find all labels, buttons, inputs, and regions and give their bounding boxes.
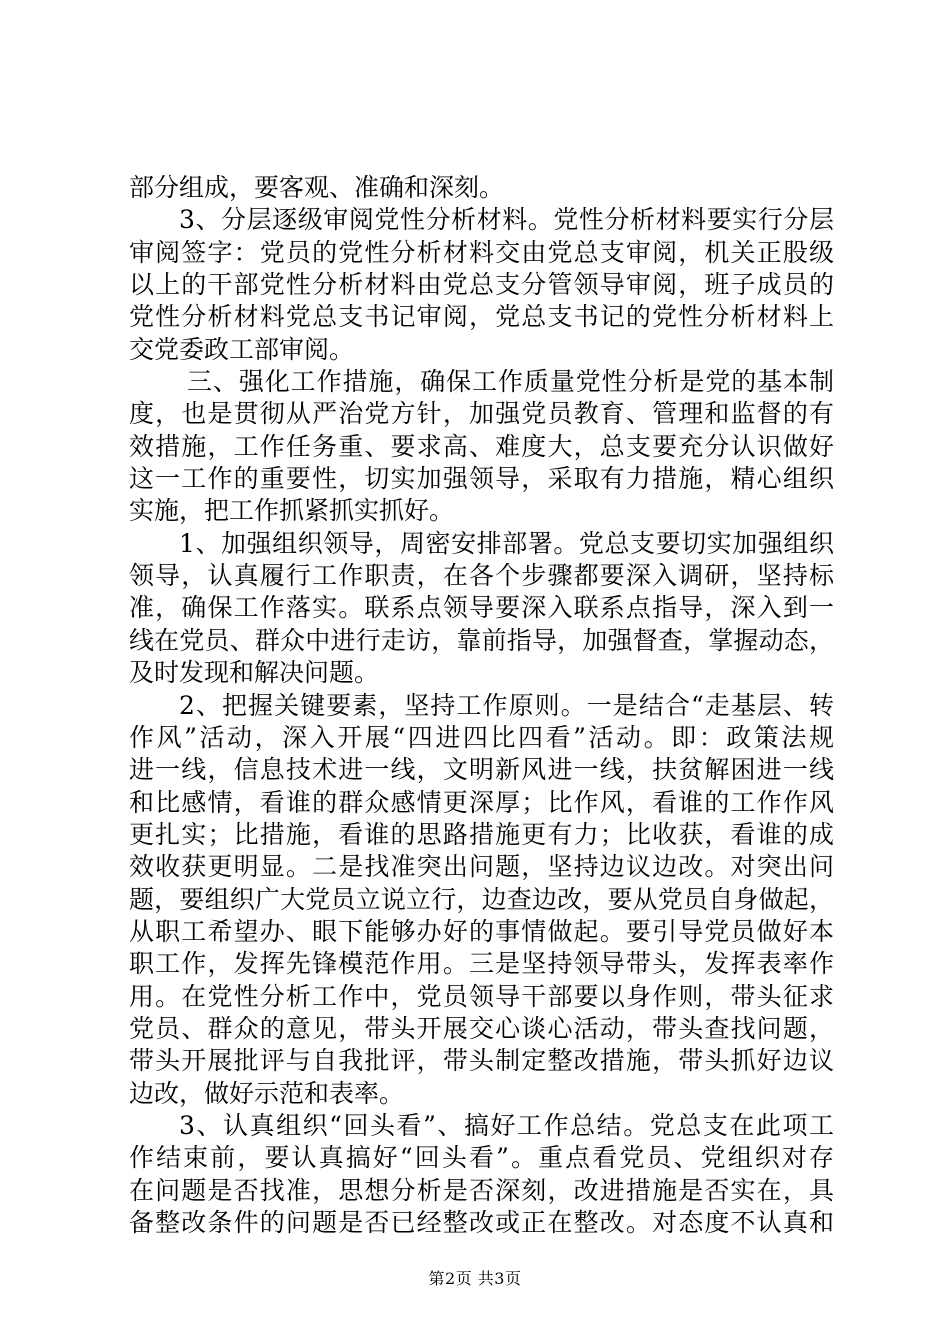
text-line: 度，也是贯彻从严治党方针，加强党员教育、管理和监督的有 [129, 399, 834, 429]
text-line: 实施，把工作抓紧抓实抓好。 [129, 496, 455, 526]
text-line: 从职工希望办、眼下能够办好的事情做起。要引导党员做好本 [129, 916, 834, 946]
text-line: 3、分层逐级审阅党性分析材料。党性分析材料要实行分层 [179, 205, 834, 235]
text-line: 在问题是否找准，思想分析是否深刻，改进措施是否实在，具 [129, 1175, 834, 1205]
text-line: 党员、群众的意见，带头开展交心谈心活动，带头查找问题， [129, 1013, 834, 1043]
section-heading-line: 三、强化工作措施，确保工作质量党性分析是党的基本制 [187, 367, 834, 397]
text-line: 1、加强组织领导，周密安排部署。党总支要切实加强组织 [179, 528, 834, 558]
text-line: 及时发现和解决问题。 [129, 658, 380, 688]
text-line: 更扎实；比措施，看谁的思路措施更有力；比收获，看谁的成 [129, 819, 834, 849]
text-line: 作风”活动，深入开展“四进四比四看”活动。即：政策法规 [129, 722, 834, 752]
text-line: 效措施，工作任务重、要求高、难度大，总支要充分认识做好 [129, 431, 834, 461]
text-line: 以上的干部党性分析材料由党总支分管领导审阅，班子成员的 [129, 270, 834, 300]
page-number-label: 第2页 共3页 [428, 1269, 522, 1288]
text-line: 线在党员、群众中进行走访，靠前指导，加强督查，掌握动态， [129, 625, 834, 655]
text-line: 部分组成，要客观、准确和深刻。 [129, 173, 505, 202]
text-line: 2、把握关键要素，坚持工作原则。一是结合“走基层、转 [179, 690, 834, 720]
text-line: 效收获更明显。二是找准突出问题，坚持边议边改。对突出问 [129, 852, 834, 882]
text-line: 题，要组织广大党员立说立行，边查边改，要从党员自身做起， [129, 884, 834, 914]
text-line: 审阅签字：党员的党性分析材料交由党总支审阅，机关正股级 [129, 237, 834, 267]
text-line: 这一工作的重要性，切实加强领导，采取有力措施，精心组织 [129, 464, 834, 494]
text-line: 备整改条件的问题是否已经整改或正在整改。对态度不认真和 [129, 1208, 834, 1237]
text-line: 和比感情，看谁的群众感情更深厚；比作风，看谁的工作作风 [129, 787, 834, 817]
text-line: 交党委政工部审阅。 [129, 334, 355, 364]
text-line: 准，确保工作落实。联系点领导要深入联系点指导，深入到一 [129, 593, 834, 623]
text-line: 领导，认真履行工作职责，在各个步骤都要深入调研，坚持标 [129, 561, 834, 591]
page-footer [0, 1268, 950, 1290]
text-line: 边改，做好示范和表率。 [129, 1078, 405, 1108]
text-line: 3、认真组织“回头看”、搞好工作总结。党总支在此项工 [179, 1110, 834, 1140]
text-line: 用。在党性分析工作中，党员领导干部要以身作则，带头征求 [129, 981, 834, 1011]
text-line: 带头开展批评与自我批评，带头制定整改措施，带头抓好边议 [129, 1046, 834, 1076]
text-line: 作结束前，要认真搞好“回头看”。重点看党员、党组织对存 [129, 1143, 834, 1173]
text-line: 党性分析材料党总支书记审阅，党总支书记的党性分析材料上 [129, 302, 834, 332]
document-body [129, 172, 834, 1239]
text-line: 职工作，发挥先锋模范作用。三是坚持领导带头，发挥表率作 [129, 949, 834, 979]
text-line: 进一线，信息技术进一线，文明新风进一线，扶贫解困进一线 [129, 755, 834, 785]
